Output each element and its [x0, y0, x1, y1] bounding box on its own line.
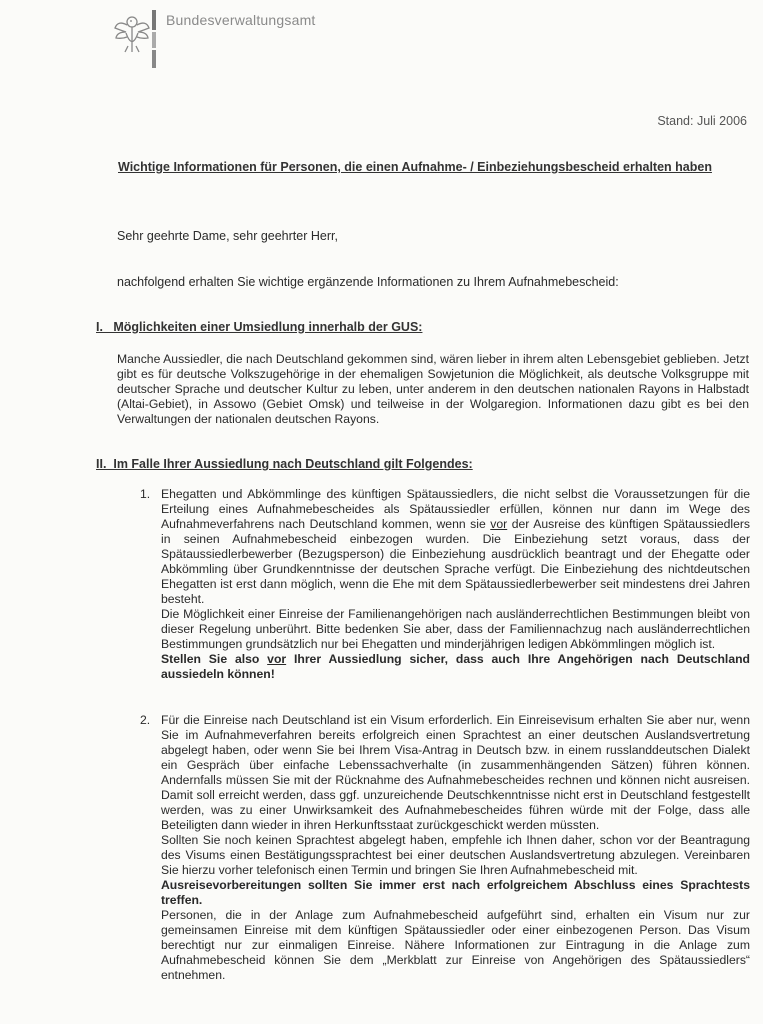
list-item-1-paragraph-1 — [161, 487, 750, 607]
list-item-2 — [161, 713, 750, 983]
section-2-heading: II. Im Falle Ihrer Aussiedlung nach Deutschland gilt Folgendes: — [96, 457, 473, 471]
list-item-2-paragraph-2: Sollten Sie noch keinen Sprachtest abgelegt haben, empfehle ich Ihnen daher, schon vor der Beantragung des Visums einen Bestätigungssprachtest bei einer deutschen Auslandsvertretung abzulegen. Vereinbaren Sie hierzu vorher telefonisch einen Termin und bringen Sie Ihren Aufnahmebescheid mit. — [161, 833, 750, 877]
text-span: Stellen Sie also — [161, 652, 260, 666]
text-span: der Ausreise des künftigen Spätaussiedlers in seinen Aufnahmebescheid einbezogen wurden. Die Einbeziehung setzt voraus, dass der Spätaussiedlerbewerber (Bezugsperson) die Einbeziehung ausdrücklich beantragt und der Ehegatte oder Abkömmling über Grundkenntnisse der deutschen Sprache verfügt. Die Einbeziehung des nichtdeutschen Ehegatten ist erst dann möglich, wenn die Ehe mit dem Spätaussiedlerbewerber seit mindestens drei Jahren besteht. — [161, 517, 751, 606]
emphasis-vor: vor — [490, 517, 508, 531]
text-span: Ehegatten und Abkömmlinge des künftigen Spätaussiedlers, die nicht selbst die Voraussetzungen für die Erteilung eines Aufnahmebescheides als Spätaussiedler erfüllen, können nur dann im Wege des Aufnahmeverfahrens nach Deutschland kommen, wenn sie — [161, 487, 750, 531]
list-item-1 — [161, 487, 750, 682]
salutation: Sehr geehrte Dame, sehr geehrter Herr, — [117, 229, 338, 243]
list-item-2-number: 2. — [140, 713, 151, 727]
document-title: Wichtige Informationen für Personen, die einen Aufnahme- / Einbeziehungsbescheid erhalten haben — [118, 160, 712, 174]
federal-eagle-logo — [112, 10, 152, 54]
list-item-2-paragraph-3: Personen, die in der Anlage zum Aufnahmebescheid aufgeführt sind, erhalten ein Visum nur zur gemeinsamen Einreise mit dem künftigen Spätaussiedler oder einer einbezogenen Person. Das Visum berechtigt nur zur einmaligen Einreise. Nähere Informationen zur Eintragung in die Anlage zum Aufnahmebescheid können Sie dem „Merkblatt zur Einreise von Angehörigen des Spätaussiedlers“ entnehmen. — [161, 908, 750, 982]
intro-text: nachfolgend erhalten Sie wichtige ergänzende Informationen zu Ihrem Aufnahmebescheid: — [117, 275, 619, 289]
document-date: Stand: Juli 2006 — [657, 114, 747, 128]
list-item-1-paragraph-2: Die Möglichkeit einer Einreise der Familienangehörigen nach ausländerrechtlichen Bestimmungen bleibt von dieser Regelung unberührt. Bitte bedenken Sie aber, dass der Familiennachzug nach ausländerrechtlichen Bestimmungen grundsätzlich nur bei Ehegatten und minderjährigen ledigen Abkömmlingen möglich ist. — [161, 607, 750, 651]
list-item-1-warning — [161, 652, 750, 682]
flag-stripe-icon — [150, 10, 158, 68]
section-1-body: Manche Aussiedler, die nach Deutschland gekommen sind, wären lieber in ihrem alten Lebensgebiet geblieben. Jetzt gibt es für deutsche Volkszugehörige in der ehemaligen Sowjetunion die Möglichkeit, als deutsche Volksgruppe mit deutscher Sprache und deutscher Kultur zu leben, unter anderem in den deutschen nationalen Rayons in Halbstadt (Altai-Gebiet), in Assowo (Gebiet Omsk) und teilweise in der Wolgaregion. Informationen dazu gibt es bei den Verwaltungen der nationalen deutschen Rayons. — [117, 352, 749, 426]
section-1-heading: I. Möglichkeiten einer Umsiedlung innerhalb der GUS: — [96, 320, 423, 334]
emphasis-vor: vor — [267, 652, 287, 666]
text-span: Ihrer Aussiedlung sicher, dass auch Ihre Angehörigen nach Deutschland aussiedeln können! — [161, 652, 750, 681]
list-item-2-warning: Ausreisevorbereitungen sollten Sie immer erst nach erfolgreichem Abschluss eines Sprachtests treffen. — [161, 878, 750, 907]
list-item-1-number: 1. — [140, 487, 151, 501]
agency-name: Bundesverwaltungsamt — [166, 12, 316, 28]
list-item-2-paragraph-1: Für die Einreise nach Deutschland ist ein Visum erforderlich. Ein Einreisevisum erhalten Sie aber nur, wenn Sie im Aufnahmeverfahren bereits erfolgreich einen Sprachtest an einer deutschen Auslandsvertretung abgelegt haben, oder wenn Sie bei Ihrem Visa-Antrag in Deutsch bzw. in einem russlanddeutschen Dialekt ein Gespräch über einfache Lebenssachverhalte (in zusammenhängenden Sätzen) führen können. Andernfalls müssen Sie mit der Rücknahme des Aufnahmebescheides rechnen und können nicht ausreisen. Damit soll erreicht werden, dass ggf. unzureichende Deutschkenntnisse nicht erst in Deutschland festgestellt werden, was zu einer Unwirksamkeit des Aufnahmebescheides führen würde mit der Folge, dass alle Beteiligten dann wieder in ihren Herkunftsstaat zurückgeschickt werden müssten. — [161, 713, 750, 832]
